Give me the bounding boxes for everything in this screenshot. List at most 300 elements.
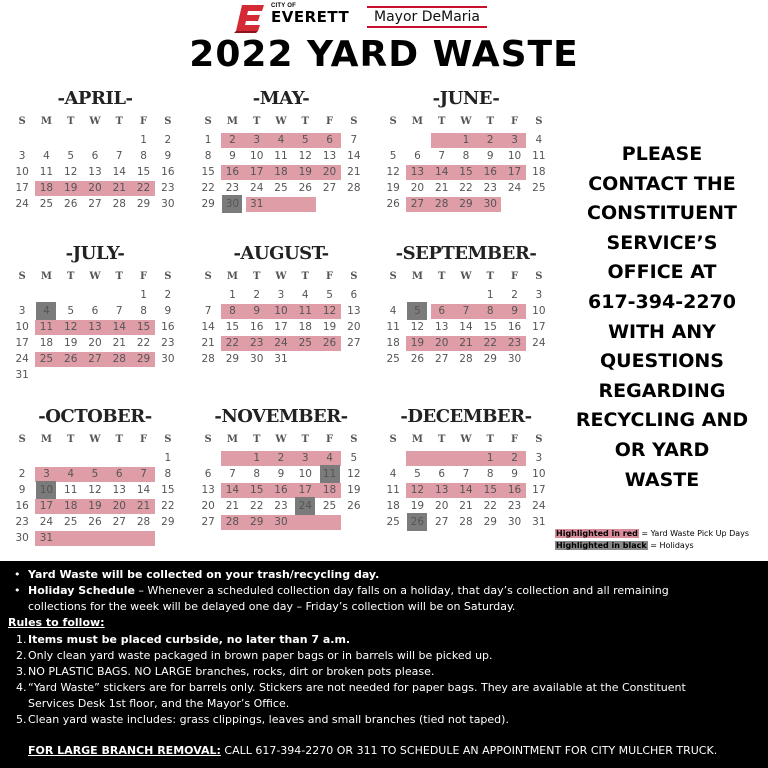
- day-cell: 11: [322, 468, 337, 480]
- day-cell: 14: [435, 166, 449, 178]
- week-row: [196, 498, 366, 514]
- day-cell: [59, 287, 83, 303]
- day-cell: 19: [64, 337, 78, 349]
- day-cell: 24: [532, 337, 546, 349]
- day-cell: 15: [161, 484, 175, 496]
- contact-line: REGARDING: [598, 379, 726, 402]
- day-cell: 18: [39, 337, 54, 349]
- day-cell: 12: [347, 468, 361, 480]
- day-cell: 25: [298, 337, 312, 349]
- day-cell: 28: [435, 198, 449, 210]
- day-cell: 7: [115, 305, 123, 317]
- day-cell: 19: [386, 182, 400, 194]
- day-cell: [381, 132, 405, 148]
- day-cell: 1: [253, 452, 261, 464]
- weekday-label: S: [164, 434, 172, 445]
- day-cell: [527, 196, 551, 212]
- day-cell: 14: [347, 150, 361, 162]
- rules-list: [16, 632, 686, 728]
- day-cell: 29: [483, 516, 497, 528]
- day-cell: 1: [486, 289, 494, 301]
- weekday-label: T: [66, 434, 75, 445]
- day-cell: 8: [229, 305, 236, 317]
- day-cell: 10: [532, 468, 546, 480]
- day-cell: 7: [115, 150, 123, 162]
- day-cell: 22: [225, 337, 240, 349]
- day-cell: 10: [39, 484, 54, 496]
- day-cell: 10: [274, 305, 288, 317]
- day-cell: [34, 450, 58, 466]
- contact-line: OFFICE AT: [607, 261, 717, 284]
- day-cell: 27: [201, 516, 215, 528]
- day-cell: 6: [414, 150, 421, 162]
- weekday-label: W: [460, 116, 472, 127]
- week-row: [10, 196, 180, 212]
- week-row: [196, 482, 366, 498]
- rule-text: Items must be placed curbside, no later than 7 a.m.: [28, 633, 351, 646]
- day-cell: 11: [274, 150, 288, 162]
- day-cell: 22: [136, 182, 151, 194]
- day-cell: 7: [438, 150, 446, 162]
- day-cell: 30: [161, 353, 175, 365]
- week-row: [381, 196, 551, 212]
- day-cell: 13: [435, 484, 449, 496]
- day-cell: 22: [161, 500, 175, 512]
- week-row: [196, 335, 366, 351]
- day-cell: 20: [347, 321, 361, 333]
- weekday-label: T: [437, 271, 446, 282]
- day-cell: 11: [298, 305, 312, 317]
- month-grid: [381, 271, 551, 367]
- day-cell: 22: [483, 337, 497, 349]
- week-row: [10, 319, 180, 335]
- month-august: [196, 243, 366, 367]
- weekday-label: M: [40, 116, 52, 127]
- day-cell: 6: [326, 134, 333, 146]
- day-cell: [342, 514, 366, 530]
- day-cell: [454, 287, 478, 303]
- day-cell: 26: [298, 182, 312, 194]
- day-cell: [527, 351, 551, 367]
- day-cell: 13: [435, 321, 449, 333]
- week-row: [10, 164, 180, 180]
- day-cell: 26: [64, 198, 78, 210]
- day-cell: 17: [532, 484, 546, 496]
- day-cell: 27: [322, 182, 337, 194]
- day-cell: 27: [435, 353, 449, 365]
- day-cell: 10: [507, 150, 522, 162]
- day-cell: [430, 450, 454, 466]
- weekday-label: W: [89, 271, 101, 282]
- legend: [555, 528, 749, 552]
- day-cell: 3: [277, 289, 285, 301]
- day-cell: 14: [112, 321, 126, 333]
- day-cell: 19: [410, 500, 425, 512]
- day-cell: 12: [298, 150, 312, 162]
- month-april: [10, 88, 180, 212]
- holiday-schedule-label: Holiday Schedule: [28, 584, 135, 597]
- week-row: [196, 180, 366, 196]
- day-cell: 29: [225, 353, 240, 365]
- week-row: [381, 319, 551, 335]
- day-cell: 14: [201, 321, 215, 333]
- week-row: [10, 482, 180, 498]
- weekday-header: [10, 271, 180, 287]
- weekday-label: S: [389, 271, 397, 282]
- day-cell: 4: [326, 452, 333, 464]
- month-name: -APRIL-: [57, 88, 133, 109]
- day-cell: 19: [347, 484, 361, 496]
- day-cell: 7: [462, 305, 470, 317]
- day-cell: [83, 132, 107, 148]
- day-cell: 11: [64, 484, 78, 496]
- day-cell: 24: [532, 500, 546, 512]
- day-cell: 16: [250, 321, 264, 333]
- week-row: [196, 148, 366, 164]
- day-cell: 20: [322, 166, 337, 178]
- day-cell: 4: [389, 305, 397, 317]
- day-cell: 2: [277, 452, 285, 464]
- weekday-label: S: [535, 271, 543, 282]
- weekday-label: T: [66, 116, 75, 127]
- day-cell: [156, 367, 180, 383]
- info-bullets: [12, 567, 669, 599]
- weekday-label: T: [115, 271, 123, 282]
- contact-line: RECYCLING AND: [575, 409, 749, 432]
- day-cell: 22: [483, 500, 497, 512]
- contact-line: WASTE: [624, 468, 700, 491]
- day-cell: 4: [389, 468, 397, 480]
- weekday-label: T: [115, 116, 123, 127]
- day-cell: 2: [253, 289, 261, 301]
- day-cell: 8: [486, 468, 494, 480]
- day-cell: 5: [67, 305, 75, 317]
- day-cell: 8: [462, 150, 470, 162]
- day-cell: 19: [322, 321, 337, 333]
- day-cell: 10: [15, 321, 29, 333]
- weekday-label: T: [437, 116, 446, 127]
- day-cell: 27: [410, 198, 425, 210]
- day-cell: 23: [225, 182, 240, 194]
- rule-item: [16, 696, 686, 712]
- day-cell: [83, 450, 107, 466]
- day-cell: 22: [201, 182, 215, 194]
- day-cell: [293, 196, 317, 212]
- day-cell: 23: [483, 182, 497, 194]
- day-cell: 9: [511, 468, 518, 480]
- day-cell: 3: [18, 305, 26, 317]
- day-cell: 16: [483, 166, 497, 178]
- month-grid: [196, 116, 366, 212]
- day-cell: [131, 530, 155, 546]
- day-cell: 26: [88, 516, 102, 528]
- legend-pickup: [555, 528, 749, 540]
- weekday-label: F: [510, 116, 519, 127]
- month-grid: [381, 116, 551, 212]
- week-row: [381, 498, 551, 514]
- day-cell: 13: [88, 166, 102, 178]
- month-name: -OCTOBER-: [38, 406, 152, 427]
- week-row: [10, 303, 180, 319]
- day-cell: 10: [15, 166, 29, 178]
- week-row: [196, 132, 366, 148]
- day-cell: 16: [507, 321, 522, 333]
- rule-number: 3.: [16, 665, 27, 678]
- weekday-header: [196, 116, 366, 132]
- day-cell: 4: [43, 305, 50, 317]
- day-cell: 26: [386, 198, 400, 210]
- rule-number: [16, 696, 28, 712]
- day-cell: 13: [410, 166, 425, 178]
- day-cell: 21: [225, 500, 240, 512]
- day-cell: [220, 450, 244, 466]
- month-december: [381, 406, 551, 530]
- week-row: [381, 335, 551, 351]
- holiday-schedule-cont: collections for the week will be delayed one day – Friday’s collection will be on Saturday.: [28, 600, 516, 613]
- day-cell: 31: [15, 369, 29, 381]
- day-cell: 7: [350, 134, 358, 146]
- day-cell: 6: [115, 468, 123, 480]
- weekday-label: F: [139, 434, 148, 445]
- week-row: [10, 351, 180, 367]
- legend-red-desc: = Yard Waste Pick Up Days: [638, 529, 750, 538]
- day-cell: [59, 530, 83, 546]
- day-cell: [107, 530, 131, 546]
- day-cell: 26: [322, 337, 337, 349]
- day-cell: 9: [486, 150, 494, 162]
- weekday-label: M: [226, 271, 238, 282]
- month-name: -NOVEMBER-: [214, 406, 348, 427]
- day-cell: 25: [39, 198, 54, 210]
- weekday-label: M: [40, 271, 52, 282]
- day-cell: 31: [532, 516, 546, 528]
- weekday-label: S: [204, 434, 212, 445]
- day-cell: 2: [18, 468, 26, 480]
- week-row: [381, 450, 551, 466]
- bullet-holiday-schedule: [12, 583, 669, 599]
- weekday-label: W: [275, 271, 287, 282]
- day-cell: 7: [229, 468, 236, 480]
- day-cell: [405, 132, 429, 148]
- day-cell: 16: [274, 484, 288, 496]
- day-cell: 9: [253, 305, 261, 317]
- day-cell: 31: [39, 532, 54, 544]
- weekday-label: S: [535, 434, 543, 445]
- day-cell: 3: [18, 150, 26, 162]
- day-cell: 1: [229, 289, 236, 301]
- day-cell: [156, 530, 180, 546]
- day-cell: [269, 196, 293, 212]
- week-row: [10, 450, 180, 466]
- weekday-label: S: [535, 116, 543, 127]
- day-cell: 28: [112, 198, 126, 210]
- day-cell: 24: [15, 198, 29, 210]
- day-cell: [342, 196, 366, 212]
- day-cell: 18: [532, 166, 546, 178]
- city-of-everett-logo-icon: [234, 3, 266, 33]
- day-cell: 15: [483, 321, 497, 333]
- day-cell: 21: [201, 337, 215, 349]
- day-cell: 21: [136, 500, 151, 512]
- rule-number: 1.: [16, 633, 27, 646]
- day-cell: [59, 450, 83, 466]
- day-cell: 14: [459, 484, 473, 496]
- day-cell: 25: [64, 516, 78, 528]
- day-cell: 27: [88, 198, 102, 210]
- day-cell: 6: [438, 305, 446, 317]
- day-cell: 17: [298, 484, 312, 496]
- weekday-label: T: [486, 116, 494, 127]
- day-cell: 17: [15, 337, 29, 349]
- day-cell: 25: [274, 182, 288, 194]
- day-cell: 28: [136, 516, 151, 528]
- legend-red-swatch: Highlighted in red: [556, 529, 638, 538]
- day-cell: 28: [347, 182, 361, 194]
- rule-text: Only clean yard waste packaged in brown paper bags or in barrels will be picked up.: [28, 649, 493, 662]
- day-cell: 20: [112, 500, 126, 512]
- day-cell: 4: [535, 134, 543, 146]
- day-cell: [405, 287, 429, 303]
- day-cell: 29: [459, 198, 473, 210]
- day-cell: [196, 287, 220, 303]
- day-cell: 28: [459, 353, 473, 365]
- day-cell: 20: [88, 337, 102, 349]
- week-row: [196, 351, 366, 367]
- month-name: -JULY-: [65, 243, 125, 264]
- day-cell: [454, 450, 478, 466]
- day-cell: 8: [140, 150, 147, 162]
- day-cell: 1: [462, 134, 470, 146]
- branch-removal-label: FOR LARGE BRANCH REMOVAL:: [28, 744, 221, 757]
- day-cell: 22: [459, 182, 473, 194]
- week-row: [196, 303, 366, 319]
- day-cell: 14: [459, 321, 473, 333]
- week-row: [10, 180, 180, 196]
- week-row: [381, 148, 551, 164]
- day-cell: 6: [350, 289, 358, 301]
- day-cell: 5: [326, 289, 333, 301]
- week-row: [10, 466, 180, 482]
- day-cell: 30: [161, 198, 175, 210]
- week-row: [10, 335, 180, 351]
- week-row: [381, 303, 551, 319]
- day-cell: 11: [532, 150, 546, 162]
- month-grid: [10, 271, 180, 383]
- weekday-label: S: [350, 434, 358, 445]
- legend-black-swatch: Highlighted in black: [556, 541, 647, 550]
- day-cell: 27: [112, 516, 126, 528]
- day-cell: 3: [535, 289, 543, 301]
- month-name: -MAY-: [252, 88, 310, 109]
- day-cell: 4: [43, 150, 50, 162]
- day-cell: 10: [250, 150, 264, 162]
- day-cell: 2: [164, 134, 172, 146]
- weekday-label: S: [204, 116, 212, 127]
- month-june: [381, 88, 551, 212]
- day-cell: 8: [486, 305, 494, 317]
- weekday-label: T: [486, 434, 494, 445]
- legend-holiday: [555, 540, 749, 552]
- day-cell: [405, 450, 429, 466]
- weekday-label: W: [460, 434, 472, 445]
- day-cell: 16: [161, 166, 175, 178]
- day-cell: [83, 367, 107, 383]
- day-cell: 15: [225, 321, 240, 333]
- day-cell: [430, 287, 454, 303]
- month-grid: [196, 434, 366, 530]
- week-row: [196, 319, 366, 335]
- day-cell: 26: [64, 353, 78, 365]
- day-cell: 14: [136, 484, 151, 496]
- branch-removal-notice: [28, 744, 717, 757]
- day-cell: 5: [91, 468, 99, 480]
- day-cell: 31: [274, 353, 288, 365]
- info-panel: [0, 561, 768, 768]
- weekday-label: S: [389, 434, 397, 445]
- day-cell: [59, 132, 83, 148]
- day-cell: 4: [67, 468, 75, 480]
- day-cell: 2: [229, 134, 236, 146]
- day-cell: 17: [507, 166, 522, 178]
- contact-line: SERVICE’S: [606, 231, 718, 254]
- day-cell: 16: [507, 484, 522, 496]
- weekday-header: [10, 116, 180, 132]
- weekday-label: T: [66, 271, 75, 282]
- day-cell: 9: [277, 468, 285, 480]
- day-cell: 9: [18, 484, 26, 496]
- day-cell: [107, 367, 131, 383]
- day-cell: 24: [250, 182, 264, 194]
- day-cell: 24: [39, 516, 54, 528]
- day-cell: 29: [201, 198, 215, 210]
- day-cell: 29: [250, 516, 264, 528]
- day-cell: 15: [483, 484, 497, 496]
- day-cell: 20: [88, 182, 102, 194]
- day-cell: [293, 351, 317, 367]
- day-cell: [34, 287, 58, 303]
- day-cell: 23: [15, 516, 29, 528]
- weekday-label: S: [18, 116, 26, 127]
- day-cell: 16: [161, 321, 175, 333]
- day-cell: 11: [386, 484, 400, 496]
- day-cell: 22: [250, 500, 264, 512]
- day-cell: 22: [136, 337, 151, 349]
- day-cell: 26: [410, 353, 425, 365]
- day-cell: 25: [386, 516, 400, 528]
- weekday-label: F: [139, 116, 148, 127]
- day-cell: 9: [164, 305, 172, 317]
- day-cell: 30: [274, 516, 288, 528]
- day-cell: [381, 287, 405, 303]
- day-cell: [317, 196, 341, 212]
- day-cell: [317, 351, 341, 367]
- day-cell: 18: [274, 166, 288, 178]
- day-cell: 24: [274, 337, 288, 349]
- day-cell: [342, 351, 366, 367]
- day-cell: 2: [511, 452, 518, 464]
- weekday-label: W: [460, 271, 472, 282]
- week-row: [381, 287, 551, 303]
- day-cell: 21: [459, 500, 473, 512]
- day-cell: 15: [201, 166, 215, 178]
- day-cell: 29: [161, 516, 175, 528]
- day-cell: 15: [459, 166, 473, 178]
- day-cell: 19: [88, 500, 102, 512]
- day-cell: 30: [15, 532, 29, 544]
- week-row: [10, 148, 180, 164]
- day-cell: [317, 514, 341, 530]
- day-cell: 17: [39, 500, 54, 512]
